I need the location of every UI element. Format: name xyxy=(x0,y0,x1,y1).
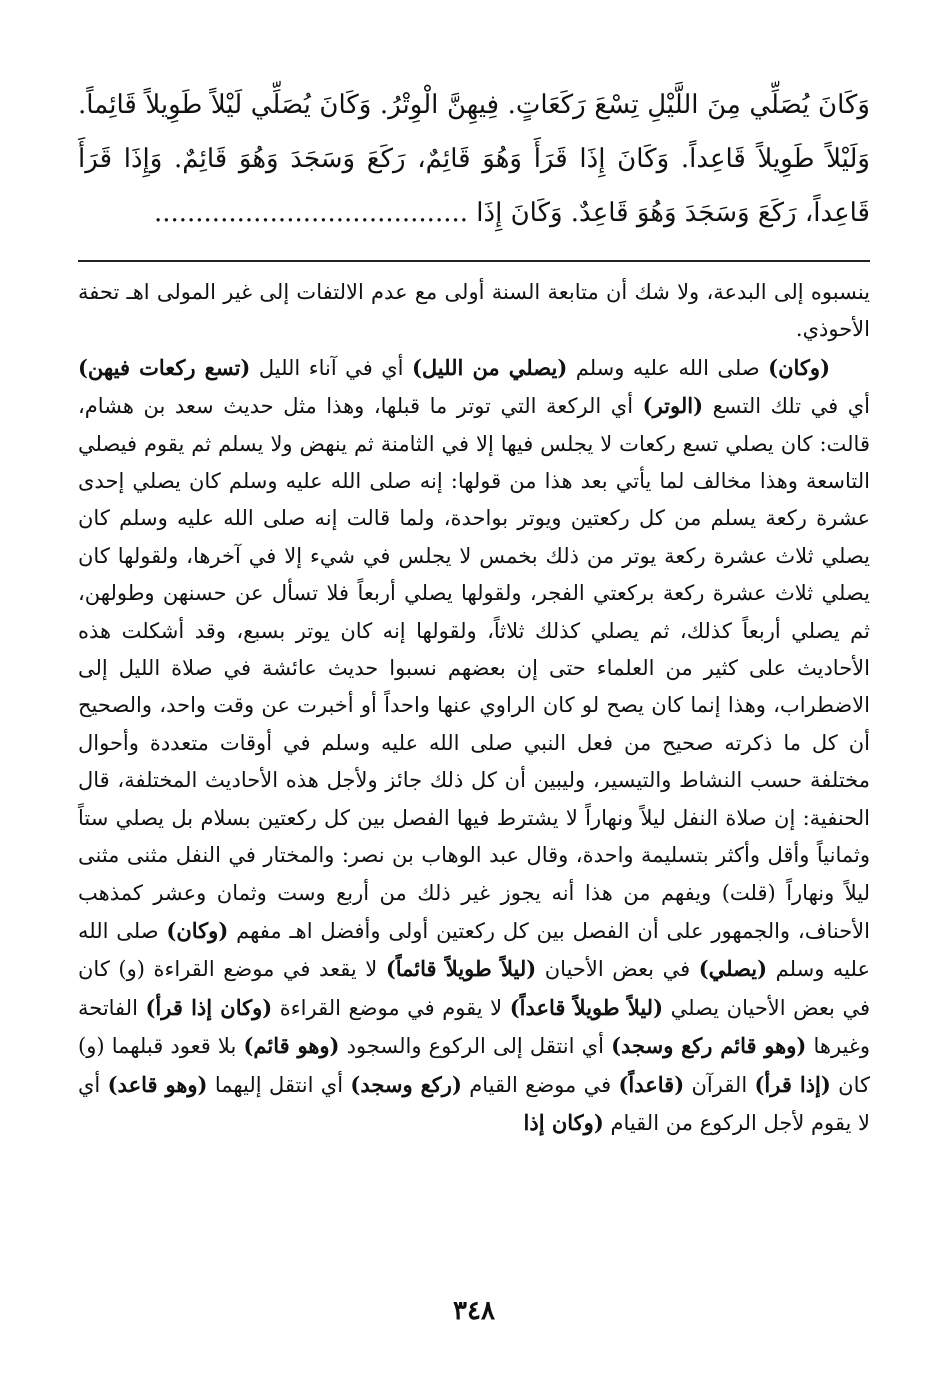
bold-phrase: (ركع وسجد) xyxy=(350,1071,462,1097)
bold-phrase: (ليلاً طويلاً قاعداً) xyxy=(509,994,664,1020)
page-number: ٣٤٨ xyxy=(453,1296,495,1326)
plain-text: في بعض الأحيان xyxy=(536,957,699,982)
plain-text: لا يقوم في موضع القراءة xyxy=(272,995,510,1020)
bold-phrase: (وكان إذا قرأ) xyxy=(145,994,273,1020)
plain-text: أي الركعة التي توتر ما قبلها، وهذا مثل حديث سعد بن هشام، قالت: كان يصلي تسع ركعات لا يجلس فيها إلا في الثامنة ثم ينهض ولا يسلم ثم يقوم فيصلي التاسعة وهذا مخالف لما يأتي بعد هذا من قولها: إنه صلى الله عليه وسلم كان يصلي إحدى عشرة ركعة يسلم من كل ركعتين ويوتر بواحدة، ولما قالت إنه صلى الله عليه وسلم كان يصلي ثلاث عشرة ركعة يوتر من ذلك بخمس لا يجلس في شيء إلا في آخرها، ولقولها كان يصلي ثلاث عشرة ركعة بركعتي الفجر، ولقولها يصلي أربعاً فلا تسأل عن حسنهن وطولهن، ثم يصلي أربعاً كذلك، ثم يصلي كذلك ثلاثاً، ولقولها إنه كان يوتر بسبع، وقد أشكلت هذه الأحاديث على كثير من العلماء حتى إن بعضهم نسبوا حديث عائشة في صلاة الليل إلى الاضطراب، وهذا إنما كان يصح لو كان الراوي عنها واحداً أو أخبرت عن وقت واحد، والصحيح أن كل ما ذكرته صحيح من فعل النبي صلى الله عليه وسلم في أوقات متعددة وأحوال مختلفة حسب النشاط والتيسير، وليبين أن كل ذلك جائز ولأجل هذه الأحاديث المختلفة، قال الحنفية: إن صلاة النفل ليلاً ونهاراً لا يشترط فيها الفصل بين كل ركعتين بسلام بل يصلي ستاً وثمانياً وأقل وأكثر بتسليمة واحدة، وقال عبد الوهاب بن نصر: والمختار في النفل مثنى مثنى ليلاً ونهاراً (قلت) ويفهم من هذا أنه يجوز غير ذلك من أربع وست وثمان وعشر كمذهب الأحناف، والجمهور على أن الفصل بين كل ركعتين أولى وأفضل اهـ مفهم xyxy=(78,394,870,943)
bold-phrase: (يصلي من الليل) xyxy=(411,354,568,380)
plain-text: صلى الله عليه وسلم xyxy=(78,918,870,982)
bold-phrase: (وهو قاعد) xyxy=(107,1071,208,1097)
bold-phrase: (وهو قائم ركع وسجد) xyxy=(611,1033,807,1059)
bold-phrase: (وكان) xyxy=(768,354,831,380)
commentary-block xyxy=(78,274,870,1142)
plain-text: أي انتقل إليهما xyxy=(207,1072,351,1097)
plain-text: في موضع القيام xyxy=(461,1072,619,1097)
plain-text: الفاتحة وغيرها xyxy=(78,995,870,1059)
footnote-separator-line xyxy=(78,260,870,262)
hadith-main-text xyxy=(78,78,870,240)
bold-phrase: (وهو قائم) xyxy=(243,1033,340,1059)
commentary-paragraph-continuation: ينسبوه إلى البدعة، ولا شك أن متابعة السنة أولى مع عدم الالتفات إلى غير المولى اهـ تحفة الأحوذي. xyxy=(78,280,870,342)
bold-phrase: (يصلي) xyxy=(698,956,768,982)
commentary-paragraph-main xyxy=(78,349,870,1143)
bold-phrase: (ليلاً طويلاً قائماً) xyxy=(385,956,537,982)
bold-phrase: (قاعداً) xyxy=(618,1071,685,1097)
plain-text: صلى الله عليه وسلم xyxy=(567,355,769,380)
hadith-continuation-dots: ...................................... xyxy=(153,198,469,228)
bold-phrase: (وكان) xyxy=(166,917,229,943)
plain-text: أي لا يقوم لأجل الركوع من القيام xyxy=(78,1072,870,1135)
plain-text: أي في آناء الليل xyxy=(250,355,412,380)
plain-text: بلا قعود قبلهما (و) كان xyxy=(78,1034,870,1097)
bold-phrase: (وكان إذا xyxy=(523,1109,604,1135)
bold-phrase: (إذا قرأ) xyxy=(754,1071,831,1097)
book-page xyxy=(78,78,870,1338)
bold-phrase: (تسع ركعات فيهن) xyxy=(78,354,251,380)
plain-text: لا يقعد في موضع القراءة (و) كان في بعض الأحيان يصلي xyxy=(78,957,870,1020)
bold-phrase: (الوتر) xyxy=(642,393,704,419)
hadith-body: وَكَانَ يُصَلِّي مِنَ اللَّيْلِ تِسْعَ رَكَعَاتٍ. فِيهِنَّ الْوِتْرُ. وَكَانَ يُصَلِّي لَيْلاً طَوِيلاً قَائِماً. وَلَيْلاً طَوِيلاً قَاعِداً. وَكَانَ إِذَا قَرَأَ وَهُوَ قَائِمٌ، رَكَعَ وَسَجَدَ وَهُوَ قَائِمٌ. وَإِذَا قَرَأَ قَاعِداً، رَكَعَ وَسَجَدَ وَهُوَ قَاعِدٌ. وَكَانَ إِذَا xyxy=(78,90,870,228)
plain-text: أي في تلك التسع xyxy=(703,394,870,419)
plain-text: أي انتقل إلى الركوع والسجود xyxy=(339,1034,612,1059)
plain-text: القرآن xyxy=(684,1072,755,1097)
